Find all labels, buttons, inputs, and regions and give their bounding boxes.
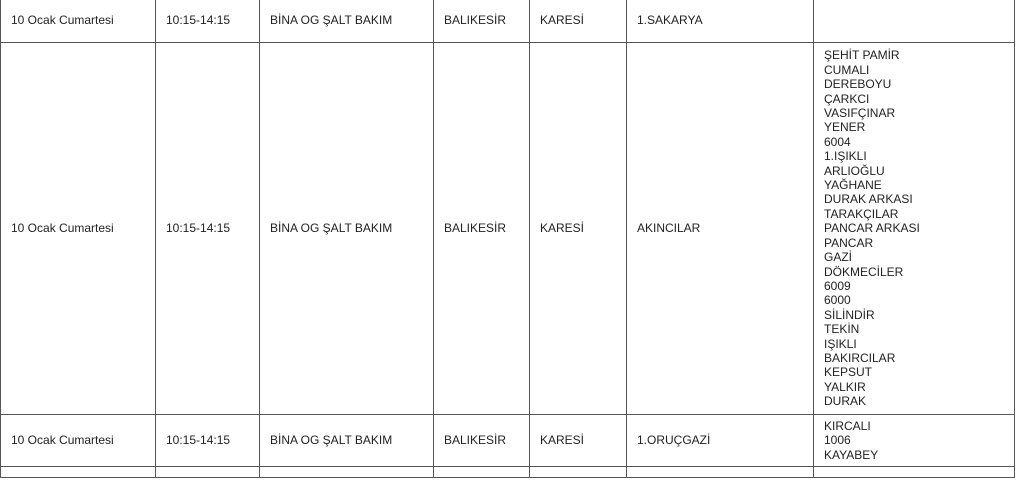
street-name: VASIFÇINAR: [824, 106, 896, 121]
streets-cell: [814, 415, 1015, 467]
street-name: YALKIR: [824, 379, 866, 394]
street-name: 1006: [824, 433, 851, 448]
neighborhood-cell: 1.SAKARYA: [627, 0, 814, 43]
empty-cell: [814, 467, 1015, 478]
district-cell: KARESİ: [530, 0, 627, 43]
time-cell: 10:15-14:15: [156, 43, 260, 415]
empty-cell: [530, 467, 627, 478]
table-row: [1, 415, 1015, 467]
province-cell: BALIKESİR: [434, 0, 530, 43]
street-name: YENER: [824, 120, 866, 135]
street-name: YAĞHANE: [824, 178, 882, 193]
street-name: DÖKMECİLER: [824, 264, 904, 279]
date-cell: 10 Ocak Cumartesi: [1, 43, 156, 415]
street-name: KIRCALI: [824, 418, 871, 433]
work-cell: BİNA OG ŞALT BAKIM: [260, 0, 434, 43]
time-cell: 10:15-14:15: [156, 415, 260, 467]
street-name: PANCAR: [824, 235, 874, 250]
date-cell: 10 Ocak Cumartesi: [1, 415, 156, 467]
street-name: 6009: [824, 278, 851, 293]
street-name: IŞIKLI: [824, 336, 857, 351]
street-name: BAKIRCILAR: [824, 350, 896, 365]
street-name: CUMALI: [824, 62, 870, 77]
street-name: 1.IŞIKLI: [824, 149, 867, 164]
street-name: TEKİN: [824, 322, 860, 337]
date-cell: 10 Ocak Cumartesi: [1, 0, 156, 43]
neighborhood-cell: AKINCILAR: [627, 43, 814, 415]
street-name: DEREBOYU: [824, 77, 892, 92]
province-cell: BALIKESİR: [434, 43, 530, 415]
street-name: KEPSUT: [824, 365, 873, 380]
work-cell: BİNA OG ŞALT BAKIM: [260, 43, 434, 415]
street-name: GAZİ: [824, 250, 853, 265]
empty-cell: [156, 467, 260, 478]
street-name: SİLİNDİR: [824, 307, 875, 322]
empty-cell: [1, 467, 156, 478]
province-cell: BALIKESİR: [434, 415, 530, 467]
time-cell: 10:15-14:15: [156, 0, 260, 43]
street-name: ARLIOĞLU: [824, 163, 885, 178]
street-name: DURAK: [824, 394, 867, 409]
district-cell: KARESİ: [530, 415, 627, 467]
table-row: [1, 467, 1015, 478]
work-cell: BİNA OG ŞALT BAKIM: [260, 415, 434, 467]
district-cell: KARESİ: [530, 43, 627, 415]
table-row: [1, 0, 1015, 43]
street-name: KAYABEY: [824, 447, 879, 462]
street-name: TARAKÇILAR: [824, 206, 899, 221]
street-name: 6000: [824, 293, 851, 308]
street-name: DURAK ARKASI: [824, 192, 913, 207]
table-row: [1, 43, 1015, 415]
street-name: ŞEHİT PAMİR: [824, 48, 900, 63]
empty-cell: [627, 467, 814, 478]
streets-cell: [814, 0, 1015, 43]
empty-cell: [434, 467, 530, 478]
empty-cell: [260, 467, 434, 478]
street-name: PANCAR ARKASI: [824, 221, 920, 236]
streets-cell: [814, 43, 1015, 415]
street-name: ÇARKCI: [824, 91, 870, 106]
street-name: 6004: [824, 134, 851, 149]
neighborhood-cell: 1.ORUÇGAZİ: [627, 415, 814, 467]
